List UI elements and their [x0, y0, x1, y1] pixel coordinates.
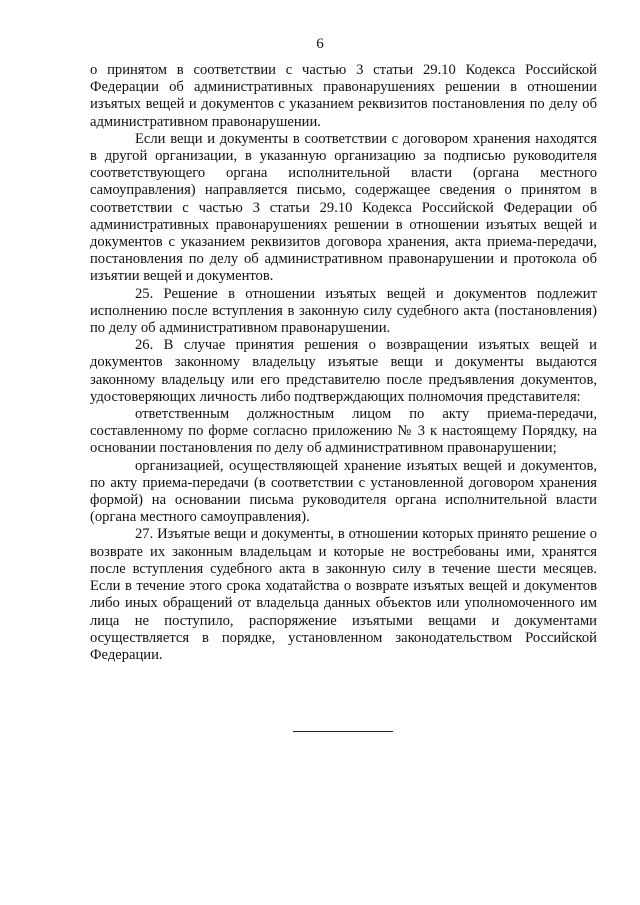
paragraph-item-26-official: ответственным должностным лицом по акту приема-передачи, составленному по форме согласно приложению № 3 к настоящему Порядку, на основании постановления по делу об административном правонарушении; [90, 406, 597, 457]
page-number: 6 [316, 36, 324, 52]
paragraph-item-27: 27. Изъятые вещи и документы, в отношении которых принято решение о возврате их законным владельцам и которые не востребованы ими, хранятся после вступления судебного акта в законную силу в течение шести месяцев. Если в течение этого срока ходатайства о возврате изъятых вещей и документов либо иных обращений от владельца данных объектов или уполномоченного им лица не поступило, распоряжение изъятыми вещами и документами осуществляется в порядке, установленном законодательством Российской Федерации. [90, 526, 597, 663]
paragraph-continuation: о принятом в соответствии с частью 3 статьи 29.10 Кодекса Российской Федерации об административных правонарушениях решении в отношении изъятых вещей и документов с указанием реквизитов постановления по делу об административном правонарушении. [90, 62, 597, 130]
paragraph-storage-contract: Если вещи и документы в соответствии с договором хранения находятся в другой организации, в указанную организацию за подписью руководителя соответствующего органа исполнительной власти (органа местного самоуправления) направляется письмо, содержащее сведения о принятом в соответствии с частью 3 статьи 29.10 Кодекса Российской Федерации об административных правонарушениях решении в отношении изъятых вещей и документов с указанием реквизитов договора хранения, акта приема-передачи, постановления по делу об административном правонарушении и протокола об изъятии вещей и документов. [90, 130, 597, 285]
paragraph-item-25: 25. Решение в отношении изъятых вещей и документов подлежит исполнению после вступления в законную силу судебного акта (постановления) по делу об административном правонарушении. [90, 285, 597, 337]
paragraph-item-26-organization: организацией, осуществляющей хранение изъятых вещей и документов, по акту приема-передачи (в соответствии с установленной договором хранения формой) на основании письма руководителя органа исполнительной власти (органа местного самоуправления). [90, 457, 597, 526]
paragraph-item-26: 26. В случае принятия решения о возвращении изъятых вещей и документов законному владельцу изъятые вещи и документы выдаются законному владельцу или его представителю после предъявления документов, удостоверяющих личность либо подтверждающих полномочия представителя: [90, 337, 597, 405]
document-body [90, 62, 597, 664]
end-of-document-line [293, 731, 393, 732]
